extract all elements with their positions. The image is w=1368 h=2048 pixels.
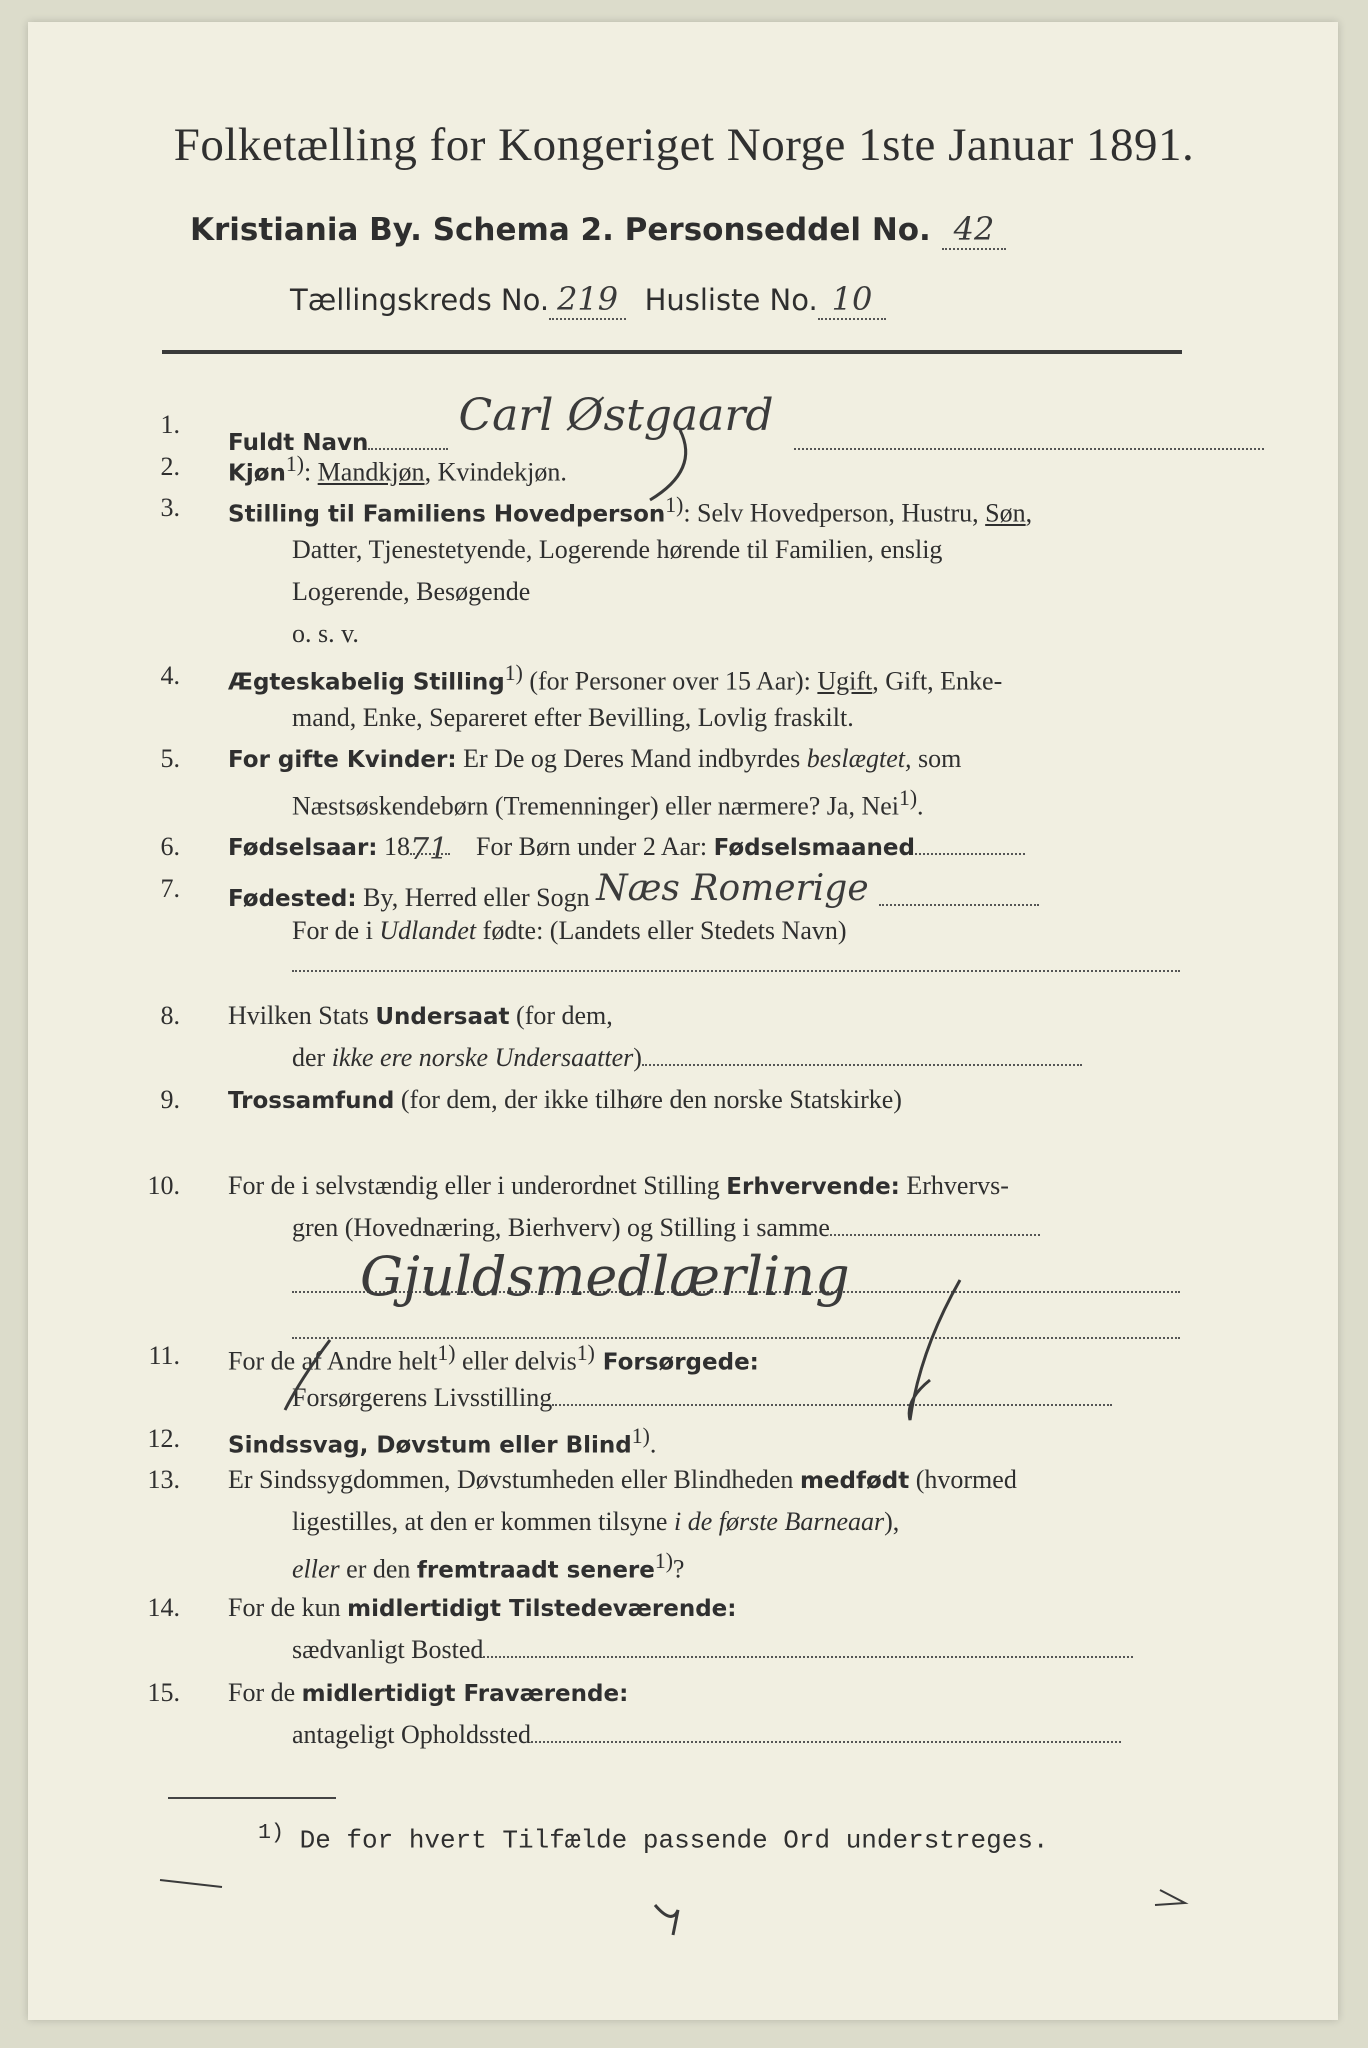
option-ugift-underlined: Ugift	[817, 666, 873, 696]
personseddel-number: 42	[942, 210, 1007, 250]
item-number: 2.	[160, 452, 180, 481]
birth-year-handwriting: 71	[410, 832, 449, 867]
item-number: 6.	[160, 832, 180, 861]
label-aegteskabelig: Ægteskabelig Stilling	[228, 669, 505, 696]
item-number: 1.	[160, 410, 180, 439]
text: : Selv Hovedperson, Hustru,	[683, 498, 986, 528]
text: o. s. v.	[292, 619, 359, 648]
pen-stroke	[909, 1280, 960, 1420]
text: Udlandet	[379, 916, 477, 945]
text: By, Herred eller Sogn	[356, 883, 590, 912]
label-fravaerende: midlertidigt Fraværende:	[301, 1681, 629, 1707]
text: Datter, Tjenestetyende, Logerende hørende til Familien, enslig	[292, 535, 943, 564]
text: Er Sindssygdommen, Døvstumheden eller Blindheden	[228, 1465, 800, 1494]
footnote-mark: 1)	[504, 661, 523, 685]
husliste-number: 10	[818, 280, 887, 320]
item-number: 12.	[147, 1424, 180, 1453]
item-number: 4.	[160, 661, 180, 690]
text: For de i selvstændig eller i underordnet Stilling	[228, 1171, 727, 1200]
text: For de af Andre helt	[228, 1346, 438, 1376]
text: :	[303, 457, 318, 487]
pen-stroke	[655, 1905, 678, 1935]
item-number: 10.	[147, 1171, 180, 1200]
pen-stroke	[1155, 1890, 1185, 1905]
footnote-text: De for hvert Tilfælde passende Ord understreges.	[284, 1825, 1049, 1856]
text: )	[633, 1043, 642, 1072]
text: gren (Hovednæring, Bierhverv) og Stilling i samme	[292, 1213, 830, 1242]
label-fremtraadt-senere: fremtraadt senere	[416, 1557, 655, 1584]
occupation-handwriting: Gjuldsmedlærling	[360, 1245, 850, 1308]
footnote-mark: 1)	[665, 493, 684, 517]
text: ,	[1025, 498, 1033, 528]
text: der	[292, 1043, 332, 1072]
text: Erhvervs-	[899, 1171, 1009, 1200]
item-number: 15.	[147, 1678, 180, 1707]
footnote-mark: 1)	[285, 452, 304, 476]
pen-stroke	[160, 1880, 222, 1887]
text: sædvanligt Bosted	[292, 1635, 484, 1664]
text: Er De og Deres Mand indbyrdes	[456, 744, 807, 773]
text: i de første Barneaar	[673, 1507, 885, 1536]
item-number: 7.	[160, 874, 180, 903]
label-fodselsmaaned: Fødselsmaaned	[713, 835, 915, 861]
footnote-mark: 1)	[631, 1424, 650, 1448]
text: Hvilken Stats	[228, 1001, 376, 1030]
text: ),	[884, 1507, 900, 1536]
footnote-mark: 1)	[437, 1341, 456, 1365]
kreds-label: Tællingskreds No.	[290, 283, 550, 317]
item-number: 11.	[148, 1341, 180, 1370]
husliste-label: Husliste No.	[644, 283, 818, 317]
text: Forsørgerens Livsstilling	[292, 1383, 553, 1412]
text: 18	[377, 832, 410, 861]
text: .	[649, 1429, 657, 1459]
text: som	[911, 744, 962, 773]
text: , Gift, Enke-	[872, 666, 1003, 696]
text: fødte: (Landets eller Stedets Navn)	[476, 916, 847, 945]
label-erhvervende: Erhvervende:	[726, 1174, 900, 1200]
item-number: 3.	[160, 493, 180, 522]
text: (for dem,	[509, 1001, 613, 1030]
footnote-mark: 1)	[654, 1549, 673, 1573]
text: beslægtet,	[806, 744, 912, 773]
item-number: 5.	[160, 744, 180, 773]
label-gifte-kvinder: For gifte Kvinder:	[228, 747, 457, 773]
text: (for Personer over 15 Aar):	[522, 666, 818, 696]
text: (for dem, der ikke tilhøre den norske Statskirke)	[394, 1085, 902, 1114]
form-title: Folketælling for Kongeriget Norge 1ste Januar 1891.	[173, 119, 1195, 171]
name-handwriting: Carl Østgaard	[458, 390, 774, 441]
text: Logerende, Besøgende	[292, 577, 531, 606]
footnote	[258, 1820, 1049, 1856]
label-fodselsaar: Fødselsaar:	[228, 835, 378, 861]
item-number: 13.	[147, 1465, 180, 1494]
label-fuldt-navn: Fuldt Navn	[228, 430, 369, 456]
text: ikke ere norske Undersaatter	[331, 1043, 634, 1072]
item-number: 8.	[160, 1001, 180, 1030]
text: mand, Enke, Separeret efter Bevilling, Lovlig fraskilt.	[292, 703, 854, 732]
label-medfodt: medfødt	[799, 1468, 910, 1494]
text: (hvormed	[909, 1465, 1017, 1494]
text: For de kun	[228, 1593, 348, 1622]
label-stilling: Stilling til Familiens Hovedperson	[228, 501, 666, 528]
text: For Børn under 2 Aar:	[476, 832, 714, 861]
label-forsorgede: Forsørgede:	[594, 1349, 759, 1376]
text: For de	[228, 1678, 302, 1707]
label-tilstedevaerende: midlertidigt Tilstedeværende:	[347, 1596, 737, 1622]
text: Næstsøskendebørn (Tremenninger) eller nærmere? Ja, Nei	[292, 791, 899, 821]
text: , Kvindekjøn.	[424, 457, 567, 487]
footnote-mark: 1)	[258, 1820, 284, 1845]
label-kjon: Kjøn	[228, 460, 286, 487]
text: ligestilles, at den er kommen tilsyne	[292, 1507, 674, 1536]
pen-stroke	[285, 1340, 330, 1410]
label-sindssvag: Sindssvag, Døvstum eller Blind	[228, 1432, 632, 1459]
kreds-number: 219	[549, 280, 626, 320]
text: antageligt Opholdssted	[292, 1720, 532, 1749]
item-number: 9.	[160, 1085, 180, 1114]
text: er den	[339, 1554, 417, 1584]
text: .	[917, 791, 924, 821]
option-mandkjon-underlined: Mandkjøn	[317, 457, 425, 487]
label-trossamfund: Trossamfund	[228, 1088, 395, 1114]
text: ?	[672, 1554, 685, 1584]
option-son-underlined: Søn	[985, 498, 1026, 528]
pen-stroke	[650, 430, 686, 500]
footnote-mark: 1)	[576, 1341, 595, 1365]
item-number: 14.	[147, 1593, 180, 1622]
footnote-mark: 1)	[899, 786, 918, 810]
label-fodested: Fødested:	[228, 886, 357, 912]
city-schema-label: Kristiania By. Schema 2. Personseddel No.	[190, 212, 931, 248]
text: eller delvis	[455, 1346, 577, 1376]
label-undersaat: Undersaat	[375, 1004, 510, 1030]
text: eller	[292, 1554, 340, 1584]
text: For de i	[292, 916, 380, 945]
birthplace-handwriting: Næs Romerige	[596, 868, 869, 909]
footnote-rule	[168, 1797, 336, 1799]
